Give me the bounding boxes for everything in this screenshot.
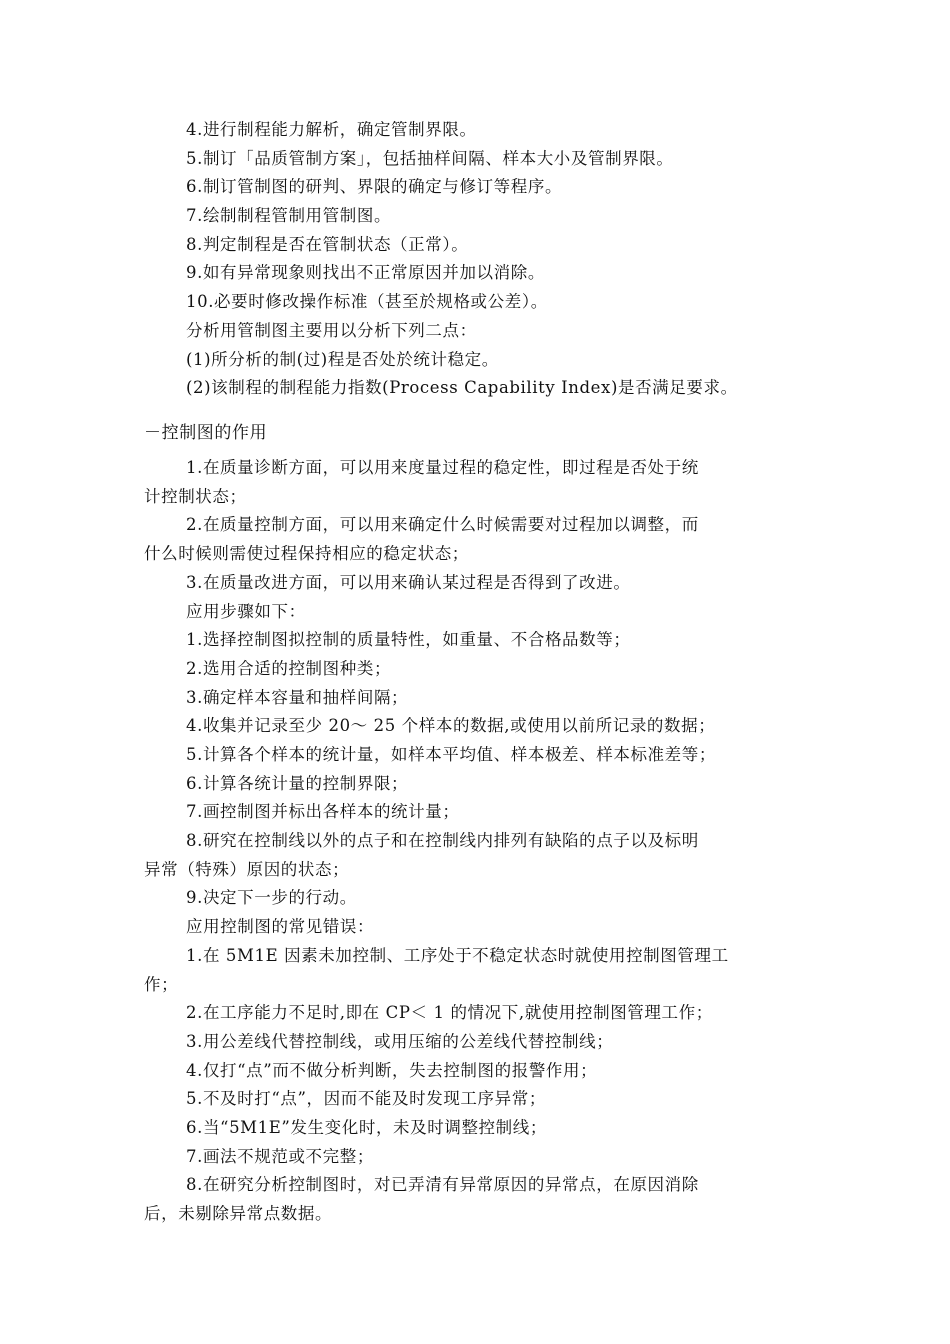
list-item: 1.选择控制图拟控制的质量特性，如重量、不合格品数等；	[186, 630, 631, 649]
list-item: 8.研究在控制线以外的点子和在控制线内排列有缺陷的点子以及标明	[186, 831, 699, 850]
list-item: 4.收集并记录至少 20～ 25 个样本的数据,或使用以前所记录的数据；	[186, 716, 716, 735]
list-item: 5.计算各个样本的统计量，如样本平均值、样本极差、样本标准差等；	[186, 745, 716, 764]
steps-intro: 应用步骤如下：	[186, 602, 306, 621]
list-item: (2)该制程的制程能力指数(Process Capability Index)是否满足要求。	[186, 378, 738, 397]
list-item-continuation: 异常（特殊）原因的状态；	[144, 860, 350, 879]
list-item: 7.绘制制程管制用管制图。	[186, 206, 392, 225]
list-item: 6.制订管制图的研判、界限的确定与修订等程序。	[186, 177, 563, 196]
analysis-intro: 分析用管制图主要用以分析下列二点：	[186, 321, 477, 340]
list-item: 5.制订「品质管制方案」，包括抽样间隔、样本大小及管制界限。	[186, 149, 674, 168]
list-item: 5.不及时打“点”，因而不能及时发现工序异常；	[186, 1089, 546, 1108]
paragraph-line: 计控制状态；	[144, 487, 247, 506]
list-item-continuation: 作；	[144, 975, 179, 994]
errors-intro: 应用控制图的常见错误：	[186, 917, 375, 936]
list-item: 4.进行制程能力解析，确定管制界限。	[186, 120, 477, 139]
paragraph-line: 2.在质量控制方面，可以用来确定什么时候需要对过程加以调整，而	[186, 515, 699, 534]
list-item: 6.计算各统计量的控制界限；	[186, 774, 409, 793]
paragraph-line: 什么时候则需使过程保持相应的稳定状态；	[144, 544, 469, 563]
list-item: 7.画法不规范或不完整；	[186, 1147, 374, 1166]
list-item: 7.画控制图并标出各样本的统计量；	[186, 802, 460, 821]
list-item: 8.在研究分析控制图时，对已弄清有异常原因的异常点，在原因消除	[186, 1175, 699, 1194]
list-item: 2.选用合适的控制图种类；	[186, 659, 392, 678]
list-item: 10.必要时修改操作标准（甚至於规格或公差）。	[186, 292, 548, 311]
list-item: 3.用公差线代替控制线，或用压缩的公差线代替控制线；	[186, 1032, 614, 1051]
list-item: 9.如有异常现象则找出不正常原因并加以消除。	[186, 263, 545, 282]
list-item: (1)所分析的制(过)程是否处於统计稳定。	[186, 350, 499, 369]
paragraph-line: 3.在质量改进方面，可以用来确认某过程是否得到了改进。	[186, 573, 631, 592]
list-item: 1.在 5M1E 因素未加控制、工序处于不稳定状态时就使用控制图管理工	[186, 946, 729, 965]
list-item: 4.仅打“点”而不做分析判断，失去控制图的报警作用；	[186, 1061, 598, 1080]
list-item: 9.决定下一步的行动。	[186, 888, 357, 907]
list-item: 6.当“5M1E”发生变化时，未及时调整控制线；	[186, 1118, 547, 1137]
list-item-continuation: 后，未剔除异常点数据。	[144, 1204, 333, 1223]
list-item: 2.在工序能力不足时,即在 CP＜ 1 的情况下,就使用控制图管理工作；	[186, 1003, 713, 1022]
paragraph-line: 1.在质量诊断方面，可以用来度量过程的稳定性，即过程是否处于统	[186, 458, 699, 477]
list-item: 3.确定样本容量和抽样间隔；	[186, 688, 409, 707]
list-item: 8.判定制程是否在管制状态（正常）。	[186, 235, 469, 254]
section-heading: －控制图的作用	[144, 423, 268, 443]
